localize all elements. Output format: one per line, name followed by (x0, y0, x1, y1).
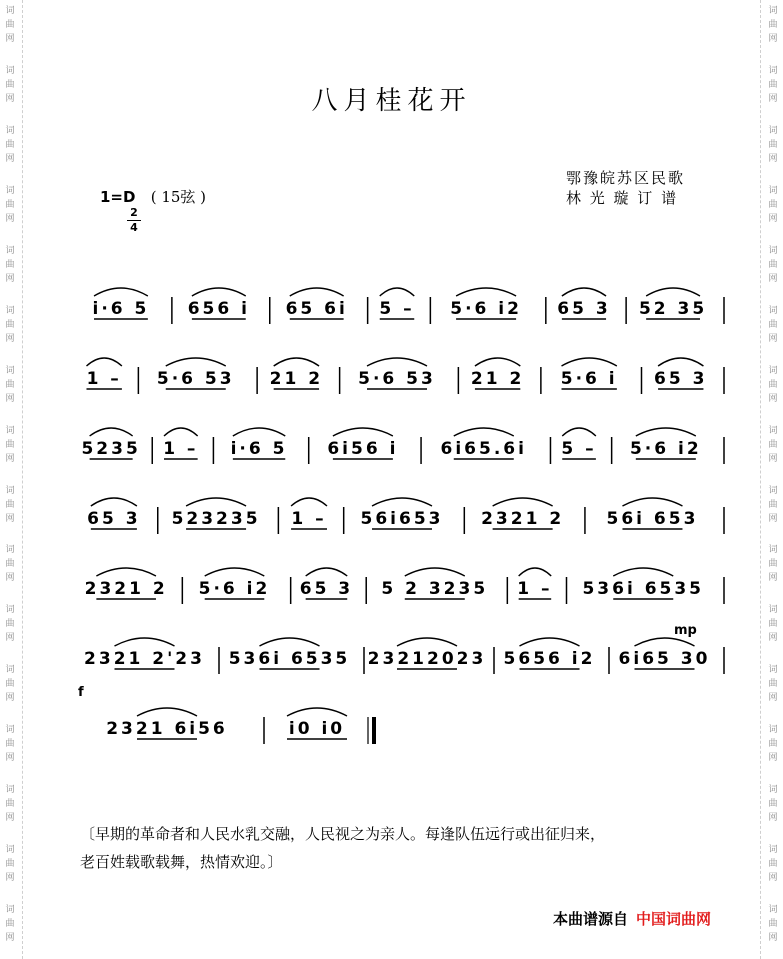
watermark-block (5, 839, 14, 899)
measure (231, 428, 288, 459)
measure-notes: 5·6 i2 (629, 439, 702, 459)
watermark-char: 词 (768, 905, 778, 916)
watermark-char: 词 (5, 185, 15, 196)
slur-mark (96, 568, 156, 576)
watermark-char: 词 (5, 365, 15, 376)
measure (87, 498, 140, 529)
dynamic-mp: mp (674, 623, 697, 638)
watermark-char: 曲 (768, 499, 778, 510)
watermark-char: 词 (768, 245, 778, 256)
watermark-block (5, 300, 14, 360)
watermark-block (768, 360, 777, 420)
slur-mark (291, 498, 327, 506)
score-svg (74, 260, 734, 760)
measure-notes: 5 – (379, 299, 415, 319)
watermark-block (5, 360, 14, 420)
measure (81, 428, 140, 459)
watermark-char: 曲 (5, 739, 15, 750)
watermark-char: 网 (5, 873, 15, 884)
watermark-char: 曲 (5, 139, 15, 150)
measure-notes: 21 2 (269, 369, 324, 389)
watermark-char: 网 (768, 513, 778, 524)
slur-mark (233, 428, 285, 436)
watermark-block (768, 839, 777, 899)
watermark-char: 曲 (5, 199, 15, 210)
slur-mark (405, 568, 465, 576)
slur-mark (90, 428, 133, 436)
measure-notes: 5235 (81, 439, 141, 459)
slur-mark (290, 288, 344, 296)
watermark-block (768, 240, 777, 300)
measure-notes: 5·6 53 (156, 369, 235, 389)
measure-notes: 65 3 (557, 299, 611, 319)
measure-notes: 5656 i2 (503, 649, 596, 669)
watermark-block (768, 480, 777, 540)
measure-notes: 2321 2'23 (84, 649, 205, 669)
watermark-block (5, 659, 14, 719)
measure-notes: 56i653 (360, 509, 444, 529)
watermark-char: 网 (768, 333, 778, 344)
watermark-char: 曲 (5, 319, 15, 330)
watermark-char: 网 (5, 34, 15, 44)
measure-notes: i0 i0 (288, 719, 346, 739)
watermark-char: 曲 (5, 499, 15, 510)
watermark-char: 网 (768, 213, 778, 224)
watermark-block (768, 899, 777, 959)
measure-notes: 1 – (517, 579, 553, 599)
measure-notes: 2321 2 (481, 509, 565, 529)
slur-mark (137, 708, 197, 716)
watermark-char: 词 (5, 725, 15, 736)
measure-notes: 65 3 (87, 509, 141, 529)
watermark-char: 词 (768, 6, 778, 16)
watermark-char: 网 (5, 333, 15, 344)
watermark-char: 网 (5, 933, 15, 944)
measure (619, 638, 711, 669)
watermark-char: 词 (768, 665, 778, 676)
watermark-char: 词 (768, 845, 778, 856)
watermark-char: 网 (768, 393, 778, 404)
watermark-block (5, 779, 14, 839)
slur-mark (306, 568, 348, 576)
source-label: 本曲谱源自 (553, 910, 629, 928)
watermark-block (768, 0, 777, 60)
watermark-char: 词 (5, 545, 15, 556)
watermark-char: 曲 (768, 619, 778, 630)
watermark-char: 曲 (768, 559, 778, 570)
measure-notes: 523235 (171, 509, 261, 529)
watermark-block (768, 420, 777, 480)
meter-bottom: 4 (130, 221, 138, 234)
measure-notes: 23212023 (367, 649, 487, 669)
slur-mark (493, 498, 553, 506)
watermark-char: 词 (5, 785, 15, 796)
measure (229, 638, 351, 669)
measure-notes: 5 2 3235 (381, 579, 489, 599)
watermark-block (5, 180, 14, 240)
slur-mark (86, 358, 121, 366)
measure (93, 288, 150, 319)
measure (300, 568, 353, 599)
watermark-char: 网 (5, 693, 15, 704)
watermark-char: 词 (768, 185, 778, 196)
watermark-char: 网 (5, 393, 15, 404)
watermark-char: 网 (5, 573, 15, 584)
credit-origin: 鄂豫皖苏区民歌 (566, 169, 686, 187)
watermark-char: 词 (768, 785, 778, 796)
watermark-block (768, 719, 777, 779)
watermark-char: 网 (5, 273, 15, 284)
watermark-char: 曲 (768, 79, 778, 90)
watermark-char: 曲 (5, 559, 15, 570)
watermark-block (5, 899, 14, 959)
watermark-char: 网 (768, 873, 778, 884)
measure-notes: 21 2 (470, 369, 525, 389)
watermark-char: 词 (768, 605, 778, 616)
watermark-char: 曲 (768, 859, 778, 870)
right-dashed-line (760, 0, 761, 959)
watermark-char: 网 (768, 573, 778, 584)
watermark-char: 网 (768, 633, 778, 644)
watermark-char: 网 (5, 513, 15, 524)
footnote-line-1: 〔早期的革命者和人民水乳交融，人民视之为亲人。每逢队伍远行或出征归来， (80, 825, 606, 843)
measure (86, 358, 121, 389)
measure (639, 288, 707, 319)
measure-notes: 5 – (561, 439, 597, 459)
measure (441, 428, 527, 459)
measure-notes: 536i 6535 (228, 649, 351, 669)
slur-mark (115, 638, 175, 646)
watermark-char: 词 (768, 305, 778, 316)
source-site: 中国词曲网 (636, 910, 712, 928)
watermark-char: 网 (768, 813, 778, 824)
watermark-char: 网 (5, 93, 15, 104)
measure (450, 288, 522, 319)
watermark-char: 词 (5, 125, 15, 136)
watermark-char: 曲 (5, 799, 15, 810)
slur-mark (520, 638, 580, 646)
measure (188, 288, 250, 319)
watermark-char: 曲 (768, 919, 778, 930)
measure (172, 498, 261, 529)
measure (504, 638, 596, 669)
measure-notes: 6i65.6i (440, 439, 527, 459)
slur-mark (380, 288, 415, 296)
measure-notes: 5·6 i2 (198, 579, 271, 599)
measure-notes: 1 – (291, 509, 327, 529)
slur-mark (562, 428, 596, 436)
measure (517, 568, 552, 599)
watermark-char: 曲 (5, 679, 15, 690)
measure (199, 568, 271, 599)
watermark-char: 曲 (5, 20, 15, 30)
measure-notes: 65 3 (654, 369, 708, 389)
notation-score (74, 260, 734, 760)
measure-notes: 6i65 30 (618, 649, 711, 669)
measure-notes: 1 – (86, 369, 122, 389)
watermark-char: 网 (768, 34, 778, 44)
watermark-char: 网 (5, 813, 15, 824)
watermark-char: 词 (5, 6, 15, 16)
watermark-char: 网 (5, 633, 15, 644)
watermark-char: 曲 (768, 139, 778, 150)
measure-notes: 2321 6i56 (106, 719, 228, 739)
slur-mark (658, 358, 703, 366)
slur-mark (635, 638, 695, 646)
measure (84, 638, 205, 669)
watermark-char: 曲 (768, 379, 778, 390)
watermark-block (768, 539, 777, 599)
watermark-char: 词 (5, 485, 15, 496)
measure (163, 428, 198, 459)
slur-mark (475, 358, 520, 366)
measure-notes: 6i56 i (327, 439, 399, 459)
measure (85, 568, 168, 599)
measure-notes: i·6 5 (230, 439, 288, 459)
watermark-char: 曲 (5, 259, 15, 270)
slur-mark (636, 428, 696, 436)
slur-mark (260, 638, 320, 646)
key-signature (100, 186, 206, 207)
slur-mark (166, 358, 226, 366)
measure (481, 498, 564, 529)
watermark-block (5, 0, 14, 60)
measure-notes: 5·6 53 (358, 369, 436, 389)
watermark-char: 网 (768, 273, 778, 284)
credits (566, 168, 685, 208)
watermark-char: 曲 (768, 679, 778, 690)
watermark-char: 词 (5, 845, 15, 856)
measure (358, 358, 436, 389)
measure (291, 498, 327, 529)
left-dashed-line (22, 0, 23, 959)
watermark-char: 曲 (768, 259, 778, 270)
watermark-char: 网 (5, 453, 15, 464)
watermark-char: 词 (5, 905, 15, 916)
measure (381, 568, 488, 599)
measure (327, 428, 398, 459)
credit-arranger: 林 光 璇 订 谱 (566, 189, 679, 207)
measure (471, 358, 524, 389)
measure (286, 288, 348, 319)
watermark-char: 词 (768, 545, 778, 556)
watermark-block (5, 539, 14, 599)
watermark-block (5, 480, 14, 540)
slur-mark (613, 568, 673, 576)
watermark-block (768, 120, 777, 180)
watermark-char: 曲 (768, 20, 778, 30)
right-watermark-strip (763, 0, 783, 959)
watermark-char: 词 (768, 125, 778, 136)
watermark-char: 曲 (768, 319, 778, 330)
measure-notes: 2321 2 (84, 579, 168, 599)
left-watermark-strip (0, 0, 20, 959)
measure-notes: 65 6i (285, 299, 348, 319)
watermark-char: 网 (5, 213, 15, 224)
measure (557, 288, 610, 319)
measure (379, 288, 414, 319)
measure-notes: i·6 5 (92, 299, 150, 319)
watermark-char: 网 (768, 453, 778, 464)
measure (582, 568, 704, 599)
slur-mark (397, 638, 457, 646)
watermark-char: 词 (5, 65, 15, 76)
slur-mark (94, 288, 148, 296)
watermark-char: 曲 (5, 379, 15, 390)
slur-mark (333, 428, 393, 436)
meter-top: 2 (130, 206, 138, 219)
measure-notes: 5·6 i (560, 369, 618, 389)
watermark-block (768, 180, 777, 240)
watermark-block (5, 420, 14, 480)
source-credit (553, 908, 711, 929)
watermark-char: 网 (768, 693, 778, 704)
slur-mark (456, 288, 516, 296)
measure (106, 708, 228, 739)
watermark-char: 曲 (5, 619, 15, 630)
measure (654, 358, 707, 389)
watermark-block (5, 719, 14, 779)
slur-mark (287, 708, 347, 716)
measure-notes: 56i 653 (606, 509, 699, 529)
measure (368, 638, 487, 669)
watermark-char: 词 (768, 725, 778, 736)
watermark-char: 词 (5, 305, 15, 316)
measure (270, 358, 323, 389)
dynamic-f: f (78, 685, 84, 700)
slur-mark (519, 568, 552, 576)
watermark-char: 词 (5, 665, 15, 676)
key-value: 1=D (100, 188, 136, 206)
watermark-block (768, 300, 777, 360)
measure-notes: 65 3 (299, 579, 354, 599)
watermark-char: 曲 (768, 439, 778, 450)
watermark-block (768, 599, 777, 659)
watermark-char: 曲 (5, 79, 15, 90)
watermark-char: 词 (768, 365, 778, 376)
watermark-char: 词 (5, 605, 15, 616)
slur-mark (91, 498, 137, 506)
watermark-char: 网 (768, 933, 778, 944)
watermark-char: 曲 (5, 439, 15, 450)
slur-mark (372, 498, 432, 506)
measure (630, 428, 702, 459)
measure-notes: 5·6 i2 (450, 299, 522, 319)
watermark-char: 词 (5, 245, 15, 256)
time-signature (127, 207, 141, 234)
watermark-block (5, 240, 14, 300)
watermark-char: 词 (768, 425, 778, 436)
watermark-char: 词 (5, 425, 15, 436)
slur-mark (646, 288, 700, 296)
watermark-char: 网 (768, 753, 778, 764)
page-title: 八月桂花开 (311, 86, 472, 116)
measure (561, 358, 618, 389)
slur-mark (454, 428, 514, 436)
watermark-char: 网 (5, 153, 15, 164)
watermark-block (768, 659, 777, 719)
watermark-char: 词 (768, 65, 778, 76)
watermark-char: 曲 (768, 799, 778, 810)
watermark-block (768, 779, 777, 839)
watermark-char: 曲 (5, 919, 15, 930)
slur-mark (562, 288, 606, 296)
watermark-block (5, 120, 14, 180)
watermark-char: 网 (768, 93, 778, 104)
footnote-line-2: 老百姓载歌载舞，热情欢迎。〕 (80, 853, 283, 871)
footnote (80, 820, 730, 876)
watermark-char: 词 (768, 485, 778, 496)
measure (287, 708, 347, 739)
slur-mark (622, 498, 682, 506)
string-count: ( 15弦 ) (150, 188, 207, 206)
slur-mark (367, 358, 427, 366)
measure (607, 498, 699, 529)
watermark-char: 网 (5, 753, 15, 764)
measure (561, 428, 596, 459)
measure-notes: 536i 6535 (582, 579, 705, 599)
slur-mark (274, 358, 319, 366)
measure-notes: 1 – (163, 439, 199, 459)
watermark-char: 曲 (768, 199, 778, 210)
measure-notes: 52 35 (638, 299, 708, 319)
measure (157, 358, 235, 389)
watermark-block (5, 599, 14, 659)
watermark-char: 网 (768, 153, 778, 164)
watermark-char: 曲 (768, 739, 778, 750)
slur-mark (562, 358, 617, 366)
measure-notes: 656 i (187, 299, 250, 319)
slur-mark (205, 568, 265, 576)
watermark-char: 曲 (5, 859, 15, 870)
measure (361, 498, 444, 529)
slur-mark (192, 288, 246, 296)
slur-mark (164, 428, 198, 436)
slur-mark (186, 498, 246, 506)
